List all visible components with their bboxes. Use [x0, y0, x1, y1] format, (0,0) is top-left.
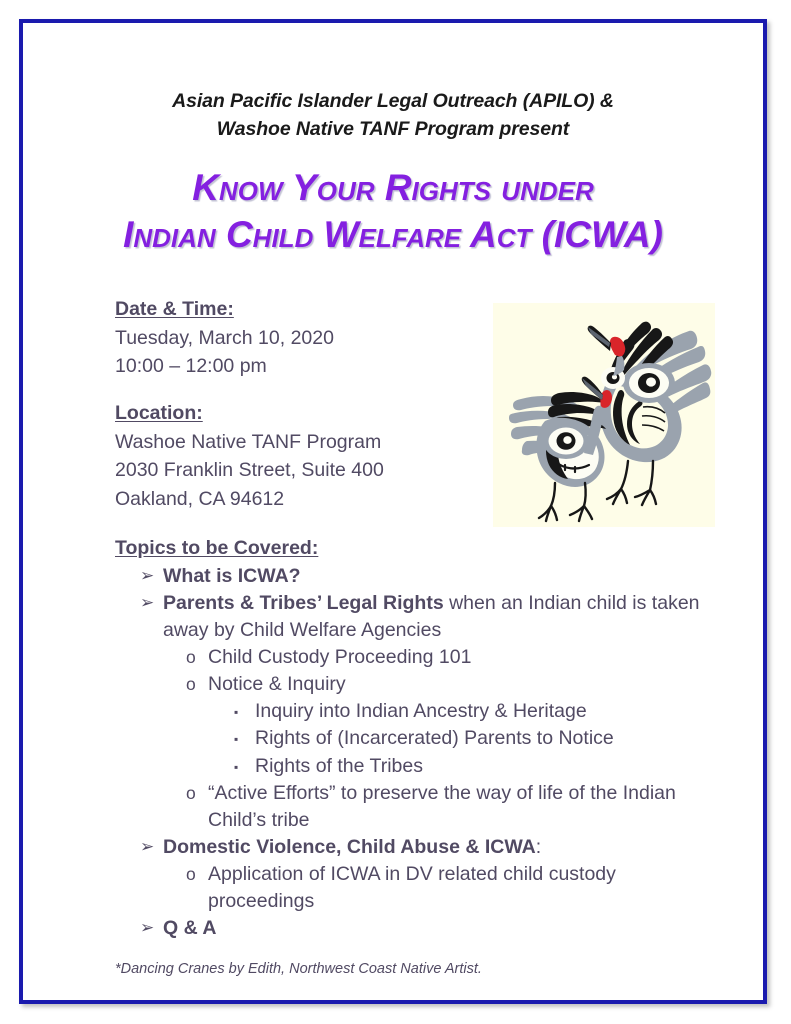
topic-item: [139, 590, 723, 643]
bullet-marker-level-2: o: [186, 646, 196, 667]
flyer-content: [23, 23, 763, 1000]
blue-border-frame: [19, 19, 767, 1004]
location-block: [115, 399, 485, 513]
topic-item-bold-text: Parents & Tribes’ Legal Rights: [163, 591, 444, 614]
topic-item-text: Child Custody Proceeding 101: [208, 645, 472, 668]
topics-sublist-level-2: [184, 861, 723, 914]
bullet-marker-level-2: o: [186, 674, 196, 695]
bullet-marker-level-2: o: [186, 782, 196, 803]
topic-item: [184, 861, 723, 914]
main-title-line-2: Indian Child Welfare Act (ICWA): [123, 214, 663, 255]
presenter-line-1: Asian Pacific Islander Legal Outreach (APILO) &: [172, 90, 614, 112]
topic-item-bold-text: Domestic Violence, Child Abuse & ICWA: [163, 835, 536, 858]
topic-item-text: Notice & Inquiry: [208, 673, 346, 696]
topic-item-bold-text: What is ICWA?: [163, 564, 301, 587]
bullet-marker-level-1: ➢: [140, 837, 155, 857]
topics-sublist-level-2: [184, 644, 723, 833]
cranes-illustration-svg: [493, 303, 715, 527]
topic-item-text: “Active Efforts” to preserve the way of life of the Indian Child’s tribe: [208, 781, 676, 831]
topics-list: [139, 563, 723, 942]
topic-item-text: [163, 917, 216, 939]
topics-heading: Topics to be Covered:: [115, 537, 319, 559]
topics-sublist-level-3: [229, 698, 723, 779]
date-time-heading: Date & Time:: [115, 298, 234, 320]
bullet-marker-level-1: ➢: [140, 593, 155, 613]
bullet-marker-level-1: ➢: [140, 566, 155, 586]
location-venue: Washoe Native TANF Program: [115, 430, 382, 453]
artwork-credit-footnote: *Dancing Cranes by Edith, Northwest Coast Native Artist.: [115, 961, 482, 977]
location-street: 2030 Franklin Street, Suite 400: [115, 459, 384, 481]
topic-item: [139, 915, 723, 942]
topics-heading-row: [115, 535, 723, 563]
topic-item-text: Rights of (Incarcerated) Parents to Notice: [255, 727, 614, 750]
topic-item: [229, 753, 723, 780]
topic-item-text: Application of ICWA in DV related child custody proceedings: [208, 862, 616, 912]
topic-item-text: Inquiry into Indian Ancestry & Heritage: [255, 700, 587, 723]
topic-item: [229, 698, 723, 725]
topic-item-bold-text: Q & A: [163, 916, 217, 939]
topic-item: [184, 644, 723, 671]
event-date: Tuesday, March 10, 2020: [115, 326, 334, 349]
bullet-marker-level-2: o: [186, 863, 196, 884]
location-heading: Location:: [115, 402, 203, 424]
topic-item: [184, 671, 723, 698]
main-title-line-1: Know Your Rights under: [192, 167, 594, 208]
dancing-cranes-artwork: [493, 303, 715, 527]
topics-section: [115, 535, 723, 942]
bullet-marker-level-3: ▪: [234, 705, 239, 720]
event-time: 10:00 – 12:00 pm: [115, 355, 267, 377]
topic-item: [139, 563, 723, 590]
topic-item: [229, 725, 723, 752]
location-city-state-zip: Oakland, CA 94612: [115, 487, 285, 510]
topic-item: [184, 780, 723, 833]
topic-item-text: Domestic Violence, Child Abuse & ICWA:: [163, 835, 542, 858]
bullet-marker-level-3: ▪: [234, 759, 239, 774]
topic-item-text: Parents & Tribes’ Legal Rights when an Indian child is taken away by Child Welfare Agencies: [163, 591, 700, 641]
topic-item-text: Rights of the Tribes: [255, 754, 423, 777]
topic-item-text: [163, 565, 301, 587]
bullet-marker-level-1: ➢: [140, 918, 155, 938]
date-time-block: [115, 295, 485, 381]
presenter-line-2: Washoe Native TANF Program present: [216, 118, 570, 140]
bullet-marker-level-3: ▪: [234, 732, 239, 747]
topic-item: [139, 834, 723, 861]
